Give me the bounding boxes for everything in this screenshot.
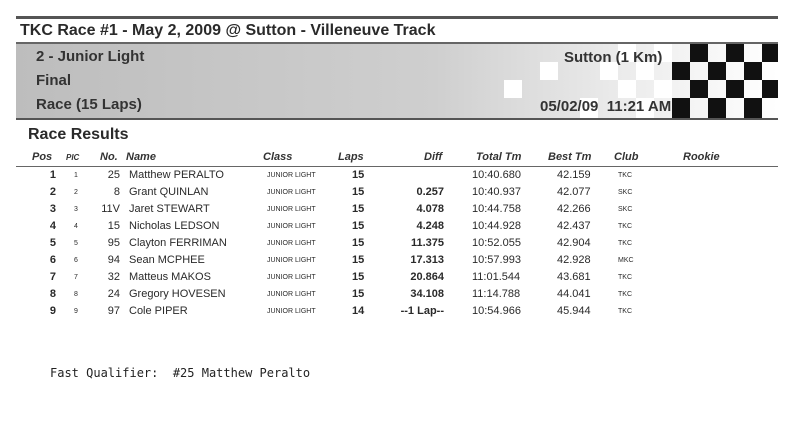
page-title: TKC Race #1 - May 2, 2009 @ Sutton - Villeneuve Track bbox=[20, 22, 436, 39]
class-cell: JUNIOR LIGHT bbox=[267, 291, 316, 298]
pos-cell: 7 bbox=[49, 271, 56, 283]
driver-name-cell: Matthew PERALTO bbox=[129, 169, 224, 181]
best-time-cell: 42.904 bbox=[557, 237, 591, 249]
laps-cell: 14 bbox=[352, 305, 365, 317]
race-format: Race (15 Laps) bbox=[36, 96, 142, 113]
number-cell: 15 bbox=[107, 220, 120, 232]
total-time-cell: 10:44.928 bbox=[472, 220, 521, 232]
best-time-cell: 45.944 bbox=[557, 305, 591, 317]
total-time-cell: 10:57.993 bbox=[472, 254, 521, 266]
driver-name-cell: Cole PIPER bbox=[129, 305, 188, 317]
club-cell: TKC bbox=[618, 172, 632, 179]
total-time-cell: 10:54.966 bbox=[472, 305, 521, 317]
pic-cell: 6 bbox=[74, 257, 78, 264]
pic-cell: 5 bbox=[74, 240, 78, 247]
pos-cell: 4 bbox=[49, 220, 56, 232]
pos-cell: 8 bbox=[49, 288, 56, 300]
col-diff: Diff bbox=[424, 151, 443, 163]
number-cell: 94 bbox=[107, 254, 120, 266]
number-cell: 25 bbox=[107, 169, 120, 181]
diff-cell: 34.108 bbox=[410, 288, 444, 300]
col-pos: Pos bbox=[32, 151, 53, 163]
best-time-cell: 42.437 bbox=[557, 220, 591, 232]
driver-name-cell: Sean MCPHEE bbox=[129, 254, 205, 266]
class-cell: JUNIOR LIGHT bbox=[267, 308, 316, 315]
number-cell: 11V bbox=[101, 203, 120, 215]
section-title: Race Results bbox=[28, 126, 129, 143]
club-cell: TKC bbox=[618, 308, 632, 315]
diff-cell: 17.313 bbox=[410, 254, 444, 266]
total-time-cell: 10:52.055 bbox=[472, 237, 521, 249]
laps-cell: 15 bbox=[352, 288, 365, 300]
pic-cell: 7 bbox=[74, 274, 78, 281]
best-time-cell: 42.159 bbox=[557, 169, 591, 181]
class-cell: JUNIOR LIGHT bbox=[267, 240, 316, 247]
col-no: No. bbox=[100, 151, 118, 163]
number-cell: 32 bbox=[107, 271, 120, 283]
laps-cell: 15 bbox=[352, 186, 365, 198]
number-cell: 95 bbox=[107, 237, 120, 249]
pos-cell: 9 bbox=[49, 305, 56, 317]
class-cell: JUNIOR LIGHT bbox=[267, 257, 316, 264]
club-cell: TKC bbox=[618, 240, 632, 247]
class-cell: JUNIOR LIGHT bbox=[267, 172, 316, 179]
total-time-cell: 10:44.758 bbox=[472, 203, 521, 215]
col-rookie: Rookie bbox=[683, 151, 720, 163]
driver-name-cell: Matteus MAKOS bbox=[129, 271, 211, 283]
club-cell: SKC bbox=[618, 206, 633, 213]
club-cell: SKC bbox=[618, 189, 633, 196]
number-cell: 8 bbox=[113, 186, 120, 198]
diff-cell: --1 Lap-- bbox=[400, 305, 444, 317]
track-name: Sutton (1 Km) bbox=[564, 49, 663, 66]
col-name: Name bbox=[126, 151, 156, 163]
best-time-cell: 43.681 bbox=[557, 271, 591, 283]
laps-cell: 15 bbox=[352, 254, 365, 266]
club-cell: TKC bbox=[618, 291, 632, 298]
driver-name-cell: Jaret STEWART bbox=[129, 203, 210, 215]
session-name: Final bbox=[36, 72, 72, 89]
laps-cell: 15 bbox=[352, 203, 365, 215]
class-cell: JUNIOR LIGHT bbox=[267, 189, 316, 196]
banner-bottom-rule bbox=[16, 118, 778, 120]
col-pic: PIC bbox=[66, 153, 80, 162]
laps-cell: 15 bbox=[352, 169, 365, 181]
fast-qualifier-note: Fast Qualifier: #25 Matthew Peralto bbox=[50, 366, 311, 380]
pos-cell: 3 bbox=[49, 203, 56, 215]
col-club: Club bbox=[614, 151, 639, 163]
header-rule bbox=[16, 166, 778, 167]
best-time-cell: 44.041 bbox=[557, 288, 591, 300]
pic-cell: 4 bbox=[74, 223, 78, 230]
laps-cell: 15 bbox=[352, 271, 365, 283]
pos-cell: 5 bbox=[49, 237, 56, 249]
pos-cell: 6 bbox=[49, 254, 56, 266]
club-cell: TKC bbox=[618, 223, 632, 230]
pic-cell: 9 bbox=[74, 308, 78, 315]
pic-cell: 8 bbox=[74, 291, 78, 298]
pic-cell: 1 bbox=[74, 172, 78, 179]
col-laps: Laps bbox=[338, 151, 364, 163]
club-cell: TKC bbox=[618, 274, 632, 281]
pic-cell: 2 bbox=[74, 189, 78, 196]
event-banner bbox=[16, 44, 778, 118]
class-cell: JUNIOR LIGHT bbox=[267, 274, 316, 281]
diff-cell: 0.257 bbox=[416, 186, 444, 198]
driver-name-cell: Nicholas LEDSON bbox=[129, 220, 220, 232]
diff-cell: 4.248 bbox=[416, 220, 444, 232]
total-time-cell: 10:40.937 bbox=[472, 186, 521, 198]
pic-cell: 3 bbox=[74, 206, 78, 213]
pos-cell: 1 bbox=[49, 169, 56, 181]
best-time-cell: 42.266 bbox=[557, 203, 591, 215]
race-datetime: 05/02/09 11:21 AM bbox=[540, 98, 672, 115]
club-cell: MKC bbox=[618, 257, 634, 264]
pos-cell: 2 bbox=[49, 186, 56, 198]
total-time-cell: 11:14.788 bbox=[472, 288, 521, 300]
best-time-cell: 42.928 bbox=[557, 254, 591, 266]
diff-cell: 11.375 bbox=[410, 237, 444, 249]
best-time-cell: 42.077 bbox=[557, 186, 591, 198]
total-time-cell: 10:40.680 bbox=[472, 169, 521, 181]
driver-name-cell: Gregory HOVESEN bbox=[129, 288, 226, 300]
top-rule bbox=[16, 16, 778, 19]
number-cell: 24 bbox=[107, 288, 120, 300]
class-cell: JUNIOR LIGHT bbox=[267, 223, 316, 230]
laps-cell: 15 bbox=[352, 237, 365, 249]
total-time-cell: 11:01.544 bbox=[472, 271, 521, 283]
col-total-tm: Total Tm bbox=[476, 151, 522, 163]
laps-cell: 15 bbox=[352, 220, 365, 232]
driver-name-cell: Grant QUINLAN bbox=[129, 186, 209, 198]
col-best-tm: Best Tm bbox=[548, 151, 592, 163]
class-cell: JUNIOR LIGHT bbox=[267, 206, 316, 213]
driver-name-cell: Clayton FERRIMAN bbox=[129, 237, 227, 249]
number-cell: 97 bbox=[107, 305, 120, 317]
class-name: 2 - Junior Light bbox=[36, 48, 145, 65]
diff-cell: 4.078 bbox=[416, 203, 444, 215]
diff-cell: 20.864 bbox=[410, 271, 444, 283]
col-class: Class bbox=[263, 151, 293, 163]
